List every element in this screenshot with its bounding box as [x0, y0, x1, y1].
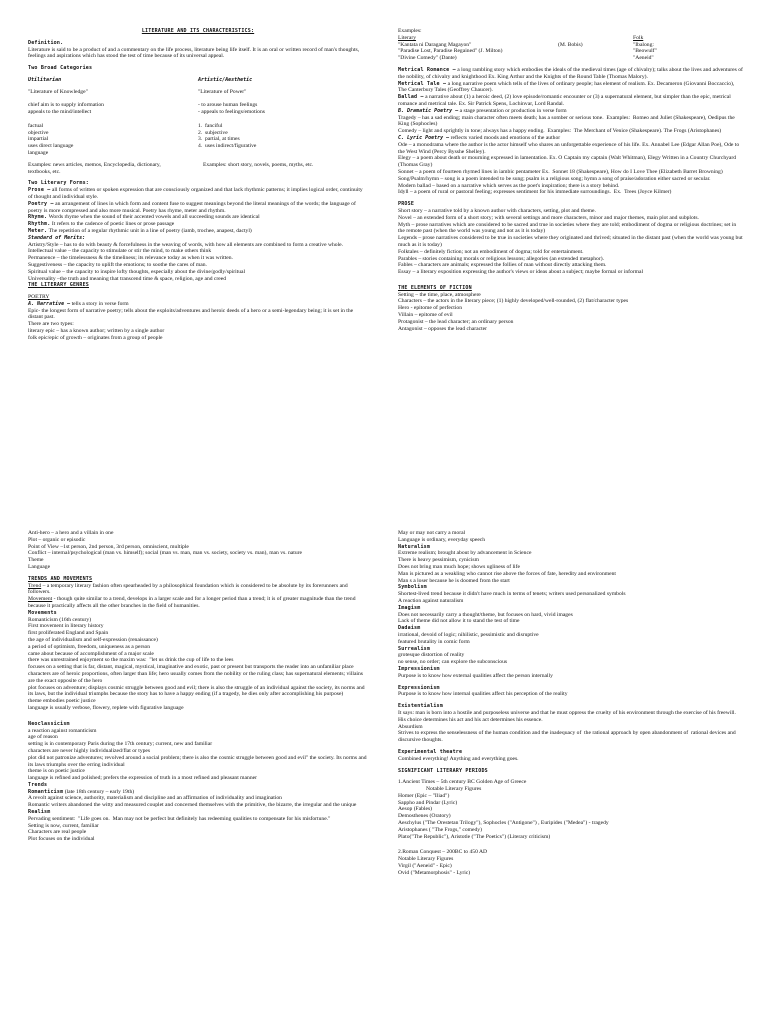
literary-figure-item: Notable Literary Figures: [398, 856, 454, 863]
examples-row: [398, 55, 743, 62]
realism-list: [28, 816, 368, 843]
narrative-definition: [28, 301, 368, 308]
neoclassicism-item: setting is in contemporary Paris during the 17th century; current, new and familiar: [28, 741, 213, 748]
trends-subheading: Trends: [28, 781, 48, 788]
trend-heading: Imagism: [398, 604, 421, 611]
aesthetic-item: [198, 116, 368, 123]
narrative-item-label: Metrical Tale –: [398, 80, 447, 87]
definition-heading: Definition.: [28, 39, 64, 46]
trend-item: Purpose is to know how external qualities affect the person internally: [398, 672, 553, 679]
page-bottom-left: [28, 530, 368, 1020]
trend-heading: Impressionism: [398, 665, 440, 672]
neoclassicism-list: [28, 728, 368, 782]
literary-forms-heading: Two Literary Forms:: [28, 180, 89, 187]
utilitarian-heading: Utilitarian: [28, 76, 62, 83]
romanticism-item: First movement in literary history: [28, 623, 104, 630]
utilitarian-item: impartial: [28, 136, 49, 143]
literary-figure-item: Sappho and Pindar (Lyric): [398, 799, 458, 806]
aesthetic-item: 2. subjective: [198, 129, 228, 136]
types-intro: There are two types:: [28, 321, 74, 328]
narrative-item-label: Ballad –: [398, 94, 424, 101]
aesthetic-heading: Artistic/Aesthetic: [198, 76, 253, 83]
rhythm-text: It refers to the cadence of poetic lines or prose passage: [51, 221, 175, 228]
examples-header: [398, 35, 743, 42]
lyric-label: C. Lyric Poetry –: [398, 134, 450, 141]
trend-heading: Symbolism: [398, 584, 427, 591]
poetry-definition: [28, 201, 368, 215]
meter-text: The repetition of a regular rhythmic unit in a line of poetry (iamb, trochee, anapest, dactyl): [48, 227, 252, 234]
narrative-label: A. Narrative –: [28, 300, 71, 307]
period-ancient: 1.Ancient Times – 5th century BC Golden Age of Greece: [398, 779, 527, 786]
realism-item: Plot focuses on the individual: [28, 836, 95, 843]
poetry-text: an arrangement of lines in which form and content fuse to suggest meanings beyond the literal meanings of the words; the language of poetry is more compressed and also more musical. Poetry has rhyme, meter and rhythm.: [28, 200, 356, 214]
standard-item: Suggestiveness – the capacity to uplift the emotions; to soothe the cares of man.: [28, 261, 207, 268]
narrative-item: [398, 81, 743, 95]
expressionism-text: Purpose is to know how internal qualities affect his perception of the reality: [398, 691, 568, 698]
narrative-item-text: a long rambling story which embodies the ideals of the medieval times (age of chivalry); talks about the lives and adventures of the nobility, of chivalry and knighthood Ex. King Arthur and the Knights of the Round Table (Thomas Malory).: [398, 66, 743, 80]
existentialism-list: [398, 710, 743, 744]
elements-continued-list: [28, 530, 368, 571]
element-item: Antagonist – opposes the lead character: [398, 325, 488, 332]
lyric-item: Song/Psalm/hymn – song is a poem intended to be sung; psalm is a religious song; hymn a song of praise/adoration either sacred or secular.: [398, 175, 711, 182]
trend-item: Extreme realism; brought about by advancement in Science: [398, 550, 532, 557]
romanticism-trend-item: Romantic writers abandoned the witty and measured couplet and concerned themselves with the primitive, the bizarre, the irregular and the unique: [28, 802, 357, 809]
narrative-item: [398, 94, 743, 108]
movement-text: - though quite similar to a trend, develops in a larger scale and for a longer period than a trend; it is of greater magnitude than the trend because it practically affects all the other branches in the field of humanities.: [28, 596, 356, 609]
standards-heading: Standard of Merits:: [28, 234, 86, 241]
categories-table: [28, 77, 368, 84]
neoclassicism-item: age of reason: [28, 734, 58, 741]
utilitarian-list: [28, 89, 198, 157]
element-item: Protagonist – the lead character; an ordinary person: [398, 318, 514, 325]
narrative-item-text: a stage presentation or production in verse form: [459, 107, 567, 114]
literary-figure-item: Aeschylus ("The Orestetan Trilogy"), Sophocles ("Antigone") , Euripides ("Medea") - tragedy: [398, 820, 609, 827]
examples-cell: (M. Bobis): [558, 41, 583, 48]
element-item: Setting – the time, place, atmosphere: [398, 291, 481, 298]
page-bottom-right: [398, 530, 743, 1020]
narrative-item: [398, 67, 743, 81]
utilitarian-item: chief aim is to supply information: [28, 102, 104, 109]
dramatic-item: Comedy – light and sprightly in tone; always has a happy ending. Examples: The Merchant of Venice (Shakespeare). The Frogs (Aristophanes): [398, 128, 722, 135]
romanticism-date: (late 18th century – early 19th): [63, 788, 135, 795]
lyric-text: reflects varied moods and emotions of the author: [450, 134, 561, 141]
narrative-item-text: a narrative about (1) a heroic deed, (2) love episode/romantic encounter or (3) a supernatural element, but simpler than the epic, metrical romance and metrical tale. Ex. Sir Patrick Spens, Lochinvar, Lord Randal.: [398, 94, 731, 107]
trend-heading: Dadaism: [398, 625, 421, 632]
trend-item: featured brutality in comic form: [398, 638, 470, 645]
existentialism-item: Strives to express the senselessness of the human condition and the inadequacy of the rational approach by open abandonment of rational devices and discursive thoughts.: [398, 730, 738, 744]
poetry-section-heading: POETRY: [28, 294, 50, 301]
literary-figure-item: Ovid ("Metamorphosis" - Lyric): [398, 869, 471, 876]
aesthetic-item: - appeals to feelings/emotions: [198, 109, 265, 116]
aesthetic-item: [198, 150, 368, 157]
romanticism-trend-list: [28, 795, 368, 809]
realism-item: Language is ordinary, everyday speech: [398, 536, 486, 543]
period-roman: 2.Roman Conquest – 200BC to 450 AD: [398, 849, 488, 856]
rhythm-definition: [28, 221, 368, 228]
utilitarian-item: uses direct language: [28, 143, 74, 150]
trend-item: grotesque distortion of reality: [398, 652, 465, 659]
trend-item: no sense, no order; can explore the subconscious: [398, 659, 508, 666]
rhyme-text: Words rhyme when the sound of their accented vowels and all succeeding sounds are identical: [48, 214, 260, 221]
trend-item: Does not necessarily carry a thought/theme, but focuses on hard, vivid images: [398, 611, 573, 618]
romanticism-item: Romanticism (16th century): [28, 616, 92, 623]
literary-figure-item: Homer (Epic – "Iliad"): [398, 792, 450, 799]
trend-item: Man is pictured as a weakling who cannot rise above the forces of fate, heredity and environment: [398, 570, 616, 577]
elements-list: [398, 292, 743, 333]
utilitarian-examples: Examples: news articles, memos, Encyclopedia, dictionary, textbooks, etc.: [28, 161, 161, 175]
aesthetic-item: 4. uses indirect/figurative: [198, 143, 257, 150]
aesthetic-item: 1. fanciful: [198, 122, 223, 129]
existentialism-item: Absurdism: [398, 723, 423, 730]
categories-rows: [28, 89, 368, 157]
lyric-item: Elegy – a poem about death or mourning expressed in lamentation. Ex. O Captain my captain (Walt Whitman), Elegy Written in a Country Churchyard (Thomas Gray): [398, 155, 738, 169]
standard-item: Universality –the truth and meaning that transcend time & space, religion, age and creed: [28, 275, 227, 282]
element-item: Anti-hero – a hero and a villain in one: [28, 530, 114, 536]
period-roman-list: [398, 856, 743, 876]
experimental-text: Combined everything! Anything and everything goes.: [398, 755, 519, 762]
movements-heading: Movements: [28, 609, 57, 616]
examples-cell: "Ibalong:: [633, 41, 654, 48]
movement-label: Movement: [28, 596, 53, 603]
narrative-text: tells a story in verse form: [71, 300, 129, 307]
standard-item: Artistry/Style – has to do with beauty & forcefulness in the weaving of words, with how all elements are combined to form a creative whole.: [28, 241, 344, 248]
trend-item: Does not bring man much hope; shows ugliness of life: [398, 563, 520, 570]
period-ancient-subheading: Notable Literary Figures: [426, 786, 482, 793]
prose-item: Folktales – definitely fiction; not an embodiment of dogma; told for entertainment.: [398, 248, 584, 255]
aesthetic-item: 3. partial, at times: [198, 136, 240, 143]
rhyme-label: Rhyme.: [28, 214, 48, 221]
romanticism-trend-item: A revolt against science, authority, materialism and discipline and an affirmation of individuality and imagination: [28, 795, 282, 802]
page-top-left: [28, 28, 368, 498]
realism-item: Characters are real people: [28, 829, 87, 836]
utilitarian-item: factual: [28, 122, 44, 129]
lyric-definition: [398, 135, 743, 142]
romanticism-item: theme embodies poetic justice: [28, 698, 96, 705]
trend-definition: [28, 583, 368, 597]
utilitarian-item: language: [28, 149, 49, 156]
trends-heading: TRENDS AND MOVEMENTS: [28, 575, 93, 582]
neoclassicism-item: a reaction against romanticism: [28, 727, 97, 734]
element-item: Characters – the actors in the literary piece; (1) highly developed/well-rounded, (2) flat/character types: [398, 298, 629, 305]
folk-epic: folk epic/epic of growth – originates from a group of people: [28, 334, 163, 341]
definition-text: Literature is said to be a product of and a commentary on the life process, literature being life itself. It is an oral or written record of man's thoughts, feelings and aspirations which has stood the test of time because of its universal appeal.: [28, 46, 360, 60]
examples-cell: [558, 55, 633, 62]
examples-cell: "Kantata ni Daragang Magayon": [398, 41, 472, 48]
aesthetic-list: [198, 89, 368, 157]
existentialism-item: It says: man is born into a hostile and purposeless universe and that he must oppress the cruelty of his environment through the exercise of his freewill. His choice determines his act and his act determines his essence.: [398, 709, 738, 723]
trend-label: Trend: [28, 582, 42, 589]
romanticism-list: [28, 617, 368, 712]
prose-label: Prose –: [28, 187, 51, 194]
romanticism-item: characters are of heroic proportions, often larger than life; hero usually comes from the nobility or the ruling class; has supernatural elements; villains are the exact opposite of the hero: [28, 670, 365, 684]
utilitarian-item: appeals to the mind/intellect: [28, 109, 92, 116]
rhythm-label: Rhythm.: [28, 221, 51, 228]
aesthetic-item: "Literature of Power": [198, 88, 247, 95]
trend-item: Lack of theme did not allow it to stand the test of time: [398, 618, 520, 625]
narrative-item-label: B. Dramatic Poetry –: [398, 107, 459, 114]
examples-cell: "Divine Comedy" (Dante): [398, 55, 457, 62]
narrative-item: [398, 108, 743, 115]
romanticism-item: came about because of accomplishment of a major scale: [28, 650, 154, 657]
dramatic-types-list: [398, 115, 743, 135]
neoclassicism-item: language is refined and polished; prefers the expression of truth in a most refined and pleasant manner: [28, 775, 257, 782]
element-item: Hero - epitome of perfection: [398, 305, 462, 312]
literary-figure-item: Aristophanes ( "The Frogs," comedy): [398, 826, 482, 833]
realism-heading: Realism: [28, 809, 51, 816]
neoclassicism-item: theme is on poetic justice: [28, 768, 85, 775]
prose-item: Legends – prose narratives considered to be true in societies where they originated and thrived; situated in the distant past (when the world was young but much as it is today): [398, 235, 745, 248]
movement-definition: [28, 596, 368, 610]
examples-cell: "Beowulf": [633, 48, 657, 55]
lyric-item: Ode – a monodrama where the author is the actor himself who shares an unforgettable experience of his life. Ex. Annabel Lee (Edgar Allan Poe), Ode to the West Wind (Percy Bysshe Shelley).: [398, 141, 741, 155]
lyric-item: Modern ballad – based on a narrative which serves as the poet's inspiration; there is a story behind.: [398, 182, 620, 189]
prose-item: Parables – stories containing morals or religious lessons; allegories (an extended metaphor).: [398, 255, 604, 262]
trend-item: irrational, devoid of logic; nihilistic, pessimistic and disruptive: [398, 631, 539, 638]
element-item: Villain – epitome of evil: [398, 312, 453, 319]
examples-label: Examples:: [398, 28, 422, 34]
neoclassicism-item: plot did not patronize adventures; revolved around a social problem; there is also the cosmic struggle between good and evil" the society. Its norms and its laws triumphs over the erring individual: [28, 754, 368, 768]
literary-label: Literary: [398, 34, 417, 41]
element-item: Conflict – internal/psychological (man vs. himself); social (man vs. man, man vs. society, society vs. man), man vs. nature: [28, 550, 302, 557]
realism-item: May or may not carry a moral: [398, 530, 466, 536]
prose-item: Fables – characters are animals; expressed the follies of man without directly attacking them.: [398, 262, 607, 269]
prose-text: all forms of written or spoken expression that are consciously organized and that lack rhythmic patterns; it implies logical order, continuity of thought and individual style.: [28, 187, 363, 200]
narrative-item-label: Metrical Romance –: [398, 66, 456, 73]
utilitarian-item: objective: [28, 129, 49, 136]
neoclassicism-item: characters are never highly individualized/flat or types: [28, 747, 151, 754]
trend-text: – a temporary literary fashion often spearheaded by a philosophical foundation which is considered to be absolute by its forerunners and followers.: [28, 582, 348, 596]
prose-item: Short story – a narrative told by a known author with characters, setting, plot and theme.: [398, 207, 596, 214]
literary-epic: literary epic – has a known author; written by a single author: [28, 328, 165, 335]
romanticism-item: the age of individualism and self-expression (renaissance): [28, 636, 158, 643]
element-item: Plot – organic or episodic: [28, 536, 86, 543]
trend-item: There is heavy pessimism, cynicism: [398, 557, 479, 564]
standard-item: Permanence – the timelessness & the timeliness; its relevance today as when it was written.: [28, 255, 233, 262]
realism-item: Setting is now, current, familiar: [28, 822, 99, 829]
prose-types-list: [398, 208, 743, 276]
literary-figure-item: Aesop (Fables): [398, 806, 433, 813]
lyric-item: Sonnet – a poem of fourteen rhymed lines in iambic pentameter Ex. Sonnet 18 (Shakespeare), How do I Love Thee (Elizabeth Barret Browning): [398, 168, 723, 175]
element-item: Theme: [28, 557, 44, 564]
epic-text: Epic- the longest form of narrative poetry; tells about the exploits/adventures and heroic deeds of a hero or a semi-legendary being; it is set in the distant past.: [28, 307, 354, 321]
romanticism-label: Romanticism: [28, 788, 64, 795]
romanticism-item: plot focuses on adventure; displays cosmic struggle between good and evil; there is also the struggle of an individual against the society, its norms and its laws, but the individual triumphs because the story has to have a happy ending (if a tragedy, he dies only after accomplishing his purpose): [28, 684, 366, 698]
romanticism-item: there was unrestrained enjoyment so the maxim was: "let us drink the cup of life to the lees: [28, 657, 234, 664]
romanticism-item: focuses on a setting that is far, distant, magical, mystical, imaginative and exotic, past or present but transports the reader into an unfamiliar place: [28, 664, 354, 671]
existentialism-heading: Existentialism: [398, 703, 443, 710]
prose-item: Myth – prose narratives which are considered to be sacred and true in societies where they are told; embodiment of dogma or religious doctrines; set in the remote past (when the world was young and not as it is today): [398, 221, 738, 235]
periods-heading: SIGNIFICANT LITERARY PERIODS: [398, 767, 488, 774]
two-broad-categories-heading: Two Broad Categories: [28, 65, 93, 72]
realism-continued-list: [398, 530, 743, 544]
dramatic-item: Tragedy – has a sad ending; main character often meets death; has a somber or serious tone. Examples: Romeo and Juliet (Shakespeare), Oedipus the King (Sophocles): [398, 114, 737, 128]
element-item: Point of View –1st person, 2nd person, 3rd person, omniscient, multiple: [28, 543, 189, 550]
narrative-item-text: a long narrative poem which tells of the lives of ordinary people; has element of realism. Ex. Decameron (Giovanni Boccaccio), The Canterbury Tales (Geoffrey Chaucer).: [398, 80, 735, 94]
neoclassicism-heading: Neoclassicism: [28, 720, 70, 727]
romanticism-item: first proliferated England and Spain: [28, 630, 109, 637]
lyric-item: Idyll – a poem of rural or pastoral feeling; expresses sentiment for his immediate surroundings. Ex. Trees (Joyce Kilmer): [398, 189, 672, 196]
poetry-label: Poetry –: [28, 200, 54, 207]
experimental-heading: Experimental theatre: [398, 748, 463, 755]
page-top-right: [398, 28, 743, 498]
utilitarian-item: [28, 116, 198, 123]
trend-heading: Surrealism: [398, 645, 431, 652]
prose-item: Novel – an extended form of a short story; with several settings and more characters, minor and major themes, main plot and subplots.: [398, 214, 699, 221]
examples-cell: "Aeneid": [633, 55, 654, 62]
trends-sections: [398, 544, 743, 680]
prose-item: Essay – a literary exposition expressing the author's views or ideas about a subject; maybe formal or informal: [398, 269, 644, 276]
trend-heading: Naturalism: [398, 543, 431, 550]
lyric-types-list: [398, 142, 743, 196]
trend-item: Man s a loser because he is doomed from the start: [398, 577, 510, 584]
literary-figure-item: Plato("The Republic"), Aristotle ("The Poetics") (Literary criticism): [398, 833, 551, 840]
elements-heading: THE ELEMENTS OF FICTION: [398, 284, 472, 291]
literary-figure-item: Virgil ("Aeneid" - Epic): [398, 863, 452, 870]
romanticism-item: a period of optimism, freedom, uniqueness as a person: [28, 643, 151, 650]
realism-item: Pervading sentiment: "Life goes on. Man may not be perfect but definitely has redeeming qualities to compensate for his misfortune.": [28, 815, 331, 822]
examples-cell: "Paradise Lost, Paradise Regained" (J. Milton): [398, 48, 503, 55]
period-ancient-list: [398, 793, 743, 841]
meter-definition: [28, 228, 368, 235]
standard-item: Spiritual value – the capacity to inspire lofty thoughts, especially about the divine/godly/spiritual: [28, 268, 246, 275]
trend-item: A reaction against naturalism: [398, 597, 464, 604]
aesthetic-examples: Examples: short story, novels, poems, myths, etc.: [203, 161, 314, 168]
folk-label: Folk: [633, 34, 644, 41]
standard-item: Intellectual value – the capacity to stimulate or stir the mind, to make others think: [28, 248, 212, 255]
romanticism-item: language is usually verbose, flowery, replete with figurative language: [28, 704, 184, 711]
standards-list: [28, 242, 368, 283]
document-title: LITERATURE AND ITS CHARACTERISTICS:: [141, 28, 255, 34]
narrative-types-list: [398, 67, 743, 115]
genres-heading: THE LITERARY GENRES: [28, 282, 89, 289]
element-item: Language: [28, 563, 51, 570]
expressionism-heading: Expressionism: [398, 684, 440, 691]
prose-section-heading: PROSE: [398, 201, 415, 208]
literary-figure-item: Demosthenes (Oratory): [398, 813, 451, 820]
trend-item: Shortest-lived trend because it didn't have much in terms of tenets; writers used personalized symbols: [398, 591, 626, 598]
meter-label: Meter.: [28, 227, 48, 234]
categories-examples: [28, 162, 368, 176]
aesthetic-item: - to arouse human feelings: [198, 102, 258, 109]
examples-table: [398, 42, 743, 62]
examples-cell: [558, 48, 633, 55]
utilitarian-item: "Literature of Knowledge": [28, 88, 88, 95]
prose-definition: [28, 187, 368, 201]
